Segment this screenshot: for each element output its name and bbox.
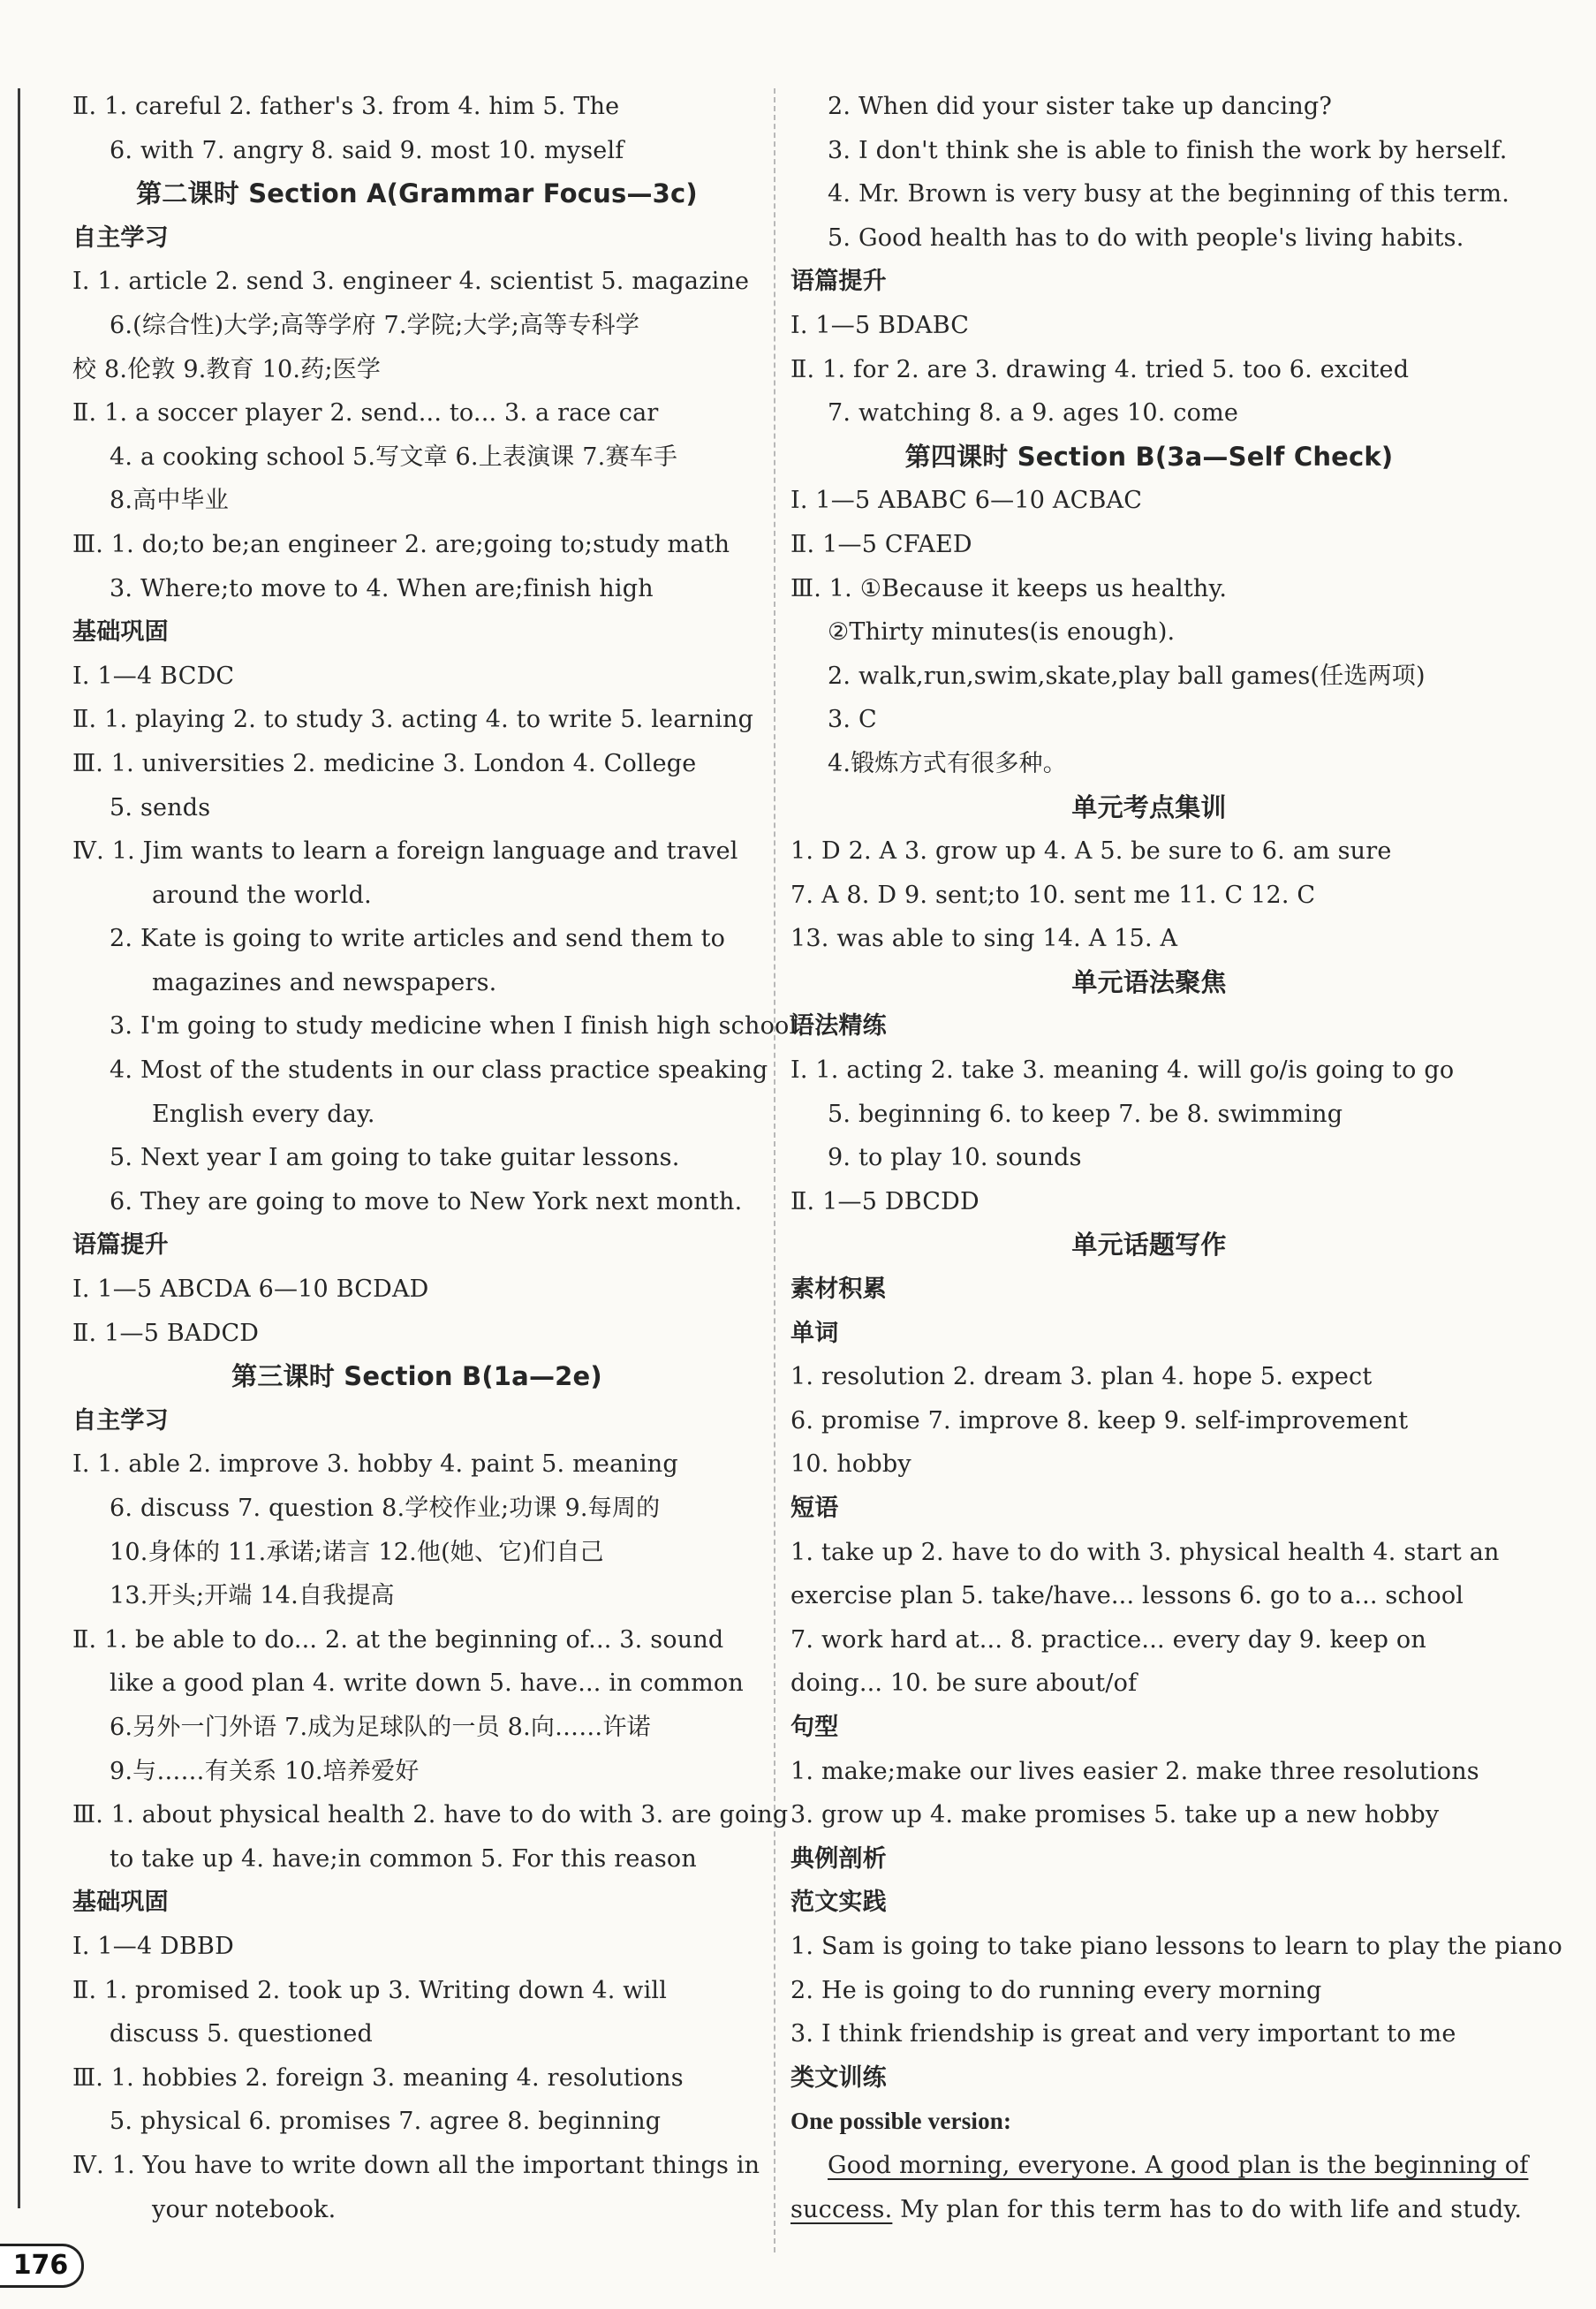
subsection-heading: 典例剖析	[790, 1844, 887, 1873]
answer-line: 6. discuss 7. question 8.学校作业;功课 9.每周的	[110, 1495, 661, 1522]
answer-line: 7. watching 8. a 9. ages 10. come	[828, 399, 1239, 428]
left-margin-rule	[18, 88, 20, 2208]
answer-line: Ⅳ. 1. Jim wants to learn a foreign language and travel	[72, 837, 738, 866]
answer-line: 1. resolution 2. dream 3. plan 4. hope 5. expect	[790, 1363, 1373, 1391]
section-heading: 单元语法聚焦	[1071, 966, 1227, 997]
section-heading: 单元话题写作	[1071, 1230, 1227, 1260]
answer-line: 10.身体的 11.承诺;诺言 12.他(她、它)们自己	[110, 1538, 604, 1566]
sample-label: One possible version:	[790, 2108, 1012, 2135]
answer-line: 4. Mr. Brown is very busy at the beginning of this term.	[828, 180, 1510, 208]
section-heading: 第四课时 Section B(3a—Self Check)	[904, 441, 1394, 472]
subsection-heading: 范文实践	[790, 1889, 887, 1917]
answer-line: like a good plan 4. write down 5. have... in common	[110, 1669, 744, 1698]
subsection-heading: 自主学习	[72, 1406, 169, 1435]
answer-line: 6. with 7. angry 8. said 9. most 10. myself	[110, 136, 624, 164]
answer-line: to take up 4. have;in common 5. For this reason	[110, 1844, 697, 1873]
answer-line: 13.开头;开端 14.自我提高	[110, 1582, 395, 1610]
answer-line: Ⅰ. 1. article 2. send 3. engineer 4. scientist 5. magazine	[72, 268, 750, 296]
answer-line: Ⅱ. 1. promised 2. took up 3. Writing down 4. will	[72, 1976, 668, 2004]
answer-line: English every day.	[152, 1100, 375, 1128]
answer-line: Ⅰ. 1—5 ABCDA 6—10 BCDAD	[72, 1276, 429, 1304]
answer-line: Ⅱ. 1. for 2. are 3. drawing 4. tried 5. too 6. excited	[790, 355, 1410, 383]
subsection-heading: 单词	[790, 1319, 839, 1347]
section-heading: 第三课时 Section B(1a—2e)	[231, 1361, 602, 1392]
subsection-heading: 类文训练	[790, 2063, 887, 2092]
answer-line: Ⅲ. 1. about physical health 2. have to do with 3. are going	[72, 1801, 789, 1829]
answer-line: 6. They are going to move to New York next month.	[110, 1187, 743, 1215]
answer-line: Ⅱ. 1—5 CFAED	[790, 530, 972, 558]
answer-line: doing... 10. be sure about/of	[790, 1669, 1138, 1698]
answer-line: 1. D 2. A 3. grow up 4. A 5. be sure to 6. am sure	[790, 837, 1392, 866]
answer-line: 校 8.伦敦 9.教育 10.药;医学	[72, 355, 382, 383]
subsection-heading: 自主学习	[72, 223, 169, 252]
answer-line: Ⅰ. 1—4 BCDC	[72, 662, 235, 690]
answer-line: 3. C	[828, 706, 877, 734]
answer-line: 9. to play 10. sounds	[828, 1144, 1082, 1172]
answer-line: 2. When did your sister take up dancing?	[828, 93, 1333, 120]
subsection-heading: 素材积累	[790, 1276, 887, 1304]
answer-line: 9.与……有关系 10.培养爱好	[110, 1757, 420, 1785]
subsection-heading: 语法精练	[790, 1012, 887, 1041]
answer-line: 1. make;make our lives easier 2. make three resolutions	[790, 1757, 1479, 1785]
subsection-heading: 基础巩固	[72, 618, 169, 647]
answer-line: 4. Most of the students in our class practice speaking	[110, 1056, 768, 1085]
answer-line: 3. Where;to move to 4. When are;finish high	[110, 574, 654, 602]
answer-line: your notebook.	[152, 2195, 337, 2223]
section-heading: 单元考点集训	[1071, 791, 1227, 822]
answer-line: 5. physical 6. promises 7. agree 8. beginning	[110, 2108, 662, 2136]
answer-line: 3. I think friendship is great and very important to me	[790, 2020, 1456, 2048]
sample-essay-line: Good morning, everyone. A good plan is the beginning of	[828, 2151, 1529, 2179]
answer-line: 4.锻炼方式有很多种。	[828, 749, 1067, 777]
subsection-heading: 短语	[790, 1495, 839, 1522]
answer-line: 1. Sam is going to take piano lessons to learn to play the piano	[790, 1932, 1562, 1960]
answer-line: 5. Next year I am going to take guitar lessons.	[110, 1144, 680, 1172]
answer-line: 5. beginning 6. to keep 7. be 8. swimming	[828, 1100, 1343, 1128]
answer-line: Ⅰ. 1. acting 2. take 3. meaning 4. will go/is going to go	[790, 1056, 1455, 1085]
answer-line: Ⅲ. 1. universities 2. medicine 3. London 4. College	[72, 749, 697, 777]
answer-line: exercise plan 5. take/have... lessons 6. go to a... school	[790, 1582, 1464, 1610]
subsection-heading: 句型	[790, 1713, 839, 1741]
answer-line: Ⅱ. 1. a soccer player 2. send... to... 3. a race car	[72, 399, 659, 428]
answer-line: 5. Good health has to do with people's living habits.	[828, 223, 1464, 252]
answer-line: 2. He is going to do running every morning	[790, 1976, 1322, 2004]
answer-line: ②Thirty minutes(is enough).	[828, 618, 1176, 647]
answer-line: 3. I don't think she is able to finish the work by herself.	[828, 136, 1508, 164]
answer-line: 10. hobby	[790, 1450, 911, 1479]
column-divider	[774, 88, 775, 2252]
subsection-heading: 语篇提升	[72, 1231, 169, 1260]
answer-line: Ⅰ. 1. able 2. improve 3. hobby 4. paint 5. meaning	[72, 1450, 678, 1479]
answer-line: Ⅰ. 1—4 DBBD	[72, 1932, 234, 1960]
answer-line: 3. grow up 4. make promises 5. take up a new hobby	[790, 1801, 1440, 1829]
answer-line: 8.高中毕业	[110, 487, 229, 515]
answer-line: Ⅱ. 1. be able to do... 2. at the beginning of... 3. sound	[72, 1625, 724, 1654]
answer-line: Ⅱ. 1. careful 2. father's 3. from 4. him 5. The	[72, 93, 620, 120]
section-heading: 第二课时 Section A(Grammar Focus—3c)	[136, 178, 698, 209]
answer-line: Ⅱ. 1—5 DBCDD	[790, 1187, 980, 1215]
answer-line: 4. a cooking school 5.写文章 6.上表演课 7.赛车手	[110, 443, 678, 471]
page-number: 176	[0, 2244, 84, 2288]
answer-line: 7. A 8. D 9. sent;to 10. sent me 11. C 12. C	[790, 881, 1316, 909]
answer-line: 6.另外一门外语 7.成为足球队的一员 8.向……许诺	[110, 1713, 651, 1741]
answer-line: Ⅳ. 1. You have to write down all the important things in	[72, 2151, 760, 2179]
answer-line: Ⅱ. 1. playing 2. to study 3. acting 4. to write 5. learning	[72, 706, 754, 734]
answer-line: Ⅲ. 1. hobbies 2. foreign 3. meaning 4. resolutions	[72, 2063, 684, 2092]
sample-essay-line: success. My plan for this term has to do with life and study.	[790, 2195, 1523, 2223]
subsection-heading: 语篇提升	[790, 268, 887, 296]
answer-line: 7. work hard at... 8. practice... every day 9. keep on	[790, 1625, 1426, 1654]
answer-line: 3. I'm going to study medicine when I finish high school.	[110, 1012, 806, 1041]
left-column	[72, 85, 806, 2231]
answer-line: 2. Kate is going to write articles and send them to	[110, 925, 726, 953]
answer-line: 5. sends	[110, 793, 211, 821]
answer-line: 2. walk,run,swim,skate,play ball games(任选两项)	[828, 662, 1426, 690]
subsection-heading: 基础巩固	[72, 1889, 169, 1917]
answer-line: 13. was able to sing 14. A 15. A	[790, 925, 1178, 953]
answer-line: 1. take up 2. have to do with 3. physical health 4. start an	[790, 1538, 1500, 1566]
answer-line: Ⅰ. 1—5 ABABC 6—10 ACBAC	[790, 487, 1143, 515]
answer-line: Ⅲ. 1. ①Because it keeps us healthy.	[790, 574, 1228, 602]
answer-line: Ⅲ. 1. do;to be;an engineer 2. are;going to;study math	[72, 530, 730, 558]
answer-line: 6.(综合性)大学;高等学府 7.学院;大学;高等专科学	[110, 311, 640, 339]
answer-line: Ⅰ. 1—5 BDABC	[790, 311, 970, 339]
answer-line: 6. promise 7. improve 8. keep 9. self-improvement	[790, 1406, 1409, 1435]
answer-line: Ⅱ. 1—5 BADCD	[72, 1319, 260, 1347]
answer-line: magazines and newspapers.	[152, 968, 497, 996]
right-column	[790, 85, 1562, 2231]
answer-line: around the world.	[152, 881, 372, 909]
answer-line: discuss 5. questioned	[110, 2020, 374, 2048]
